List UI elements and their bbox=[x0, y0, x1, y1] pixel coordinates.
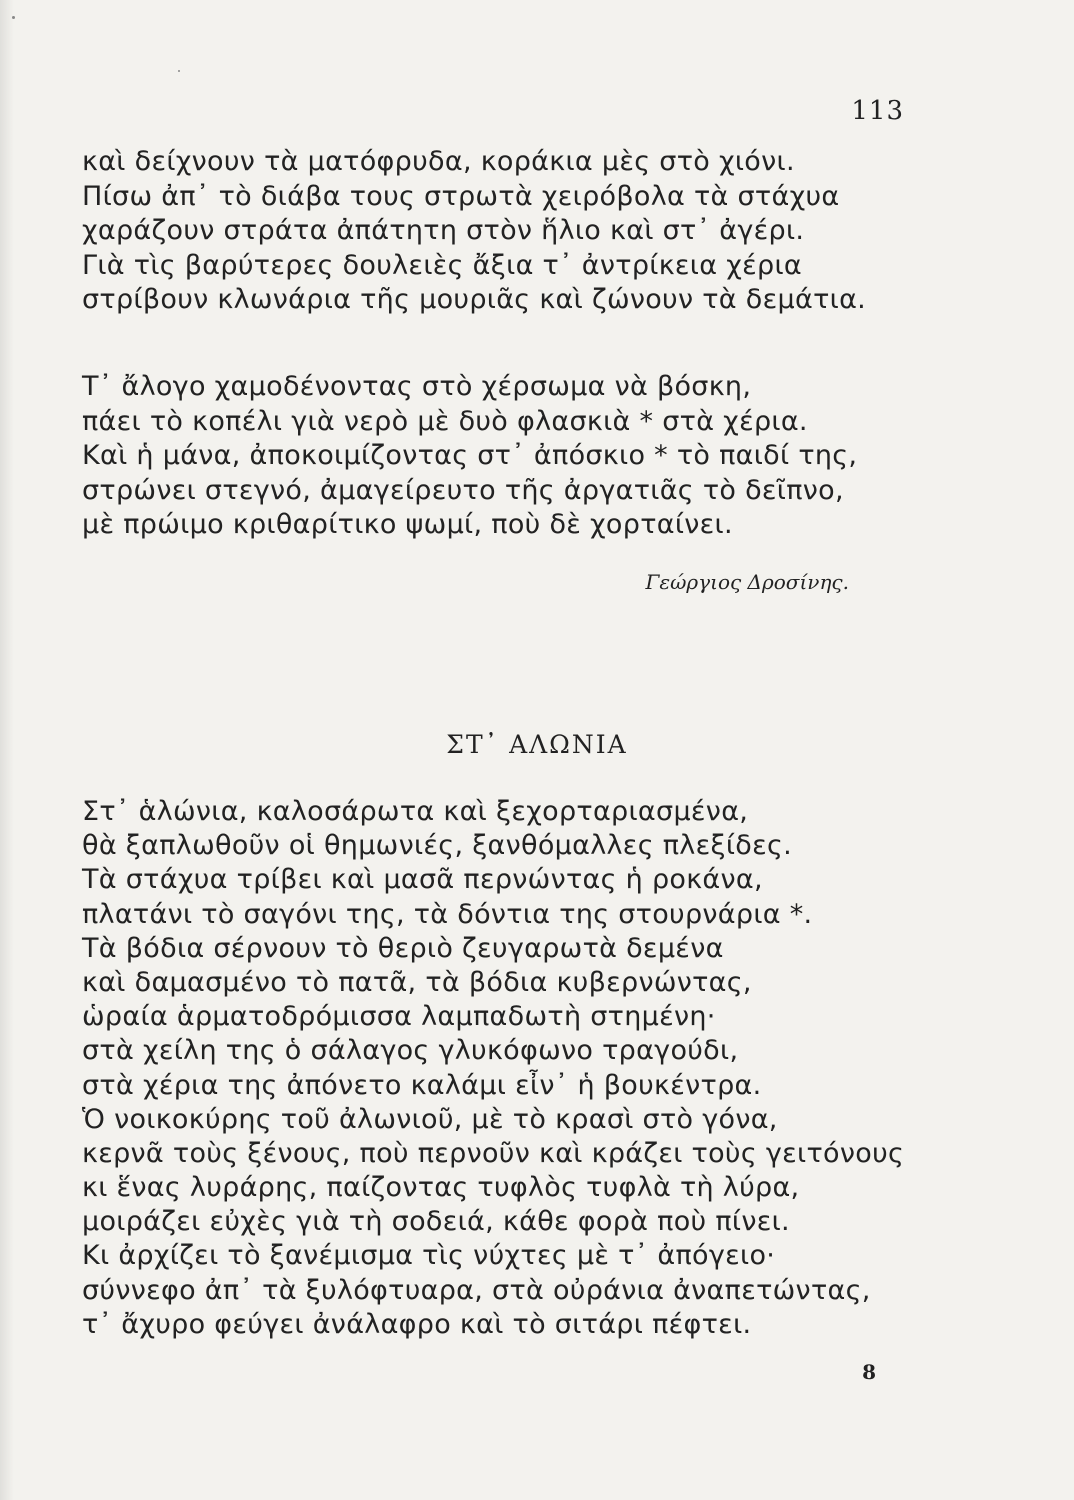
verse-line: τ᾽ ἄχυρο φεύγει ἀνάλαφρο καὶ τὸ σιτάρι πέφτει. bbox=[82, 1308, 752, 1340]
verse-line: Καὶ ἡ μάνα, ἀποκοιμίζοντας στ᾽ ἀπόσκιο * τὸ παιδί της, bbox=[82, 440, 858, 471]
verse-line: Στ᾽ ἁλώνια, καλοσάρωτα καὶ ξεχορταριασμένα, bbox=[82, 796, 749, 827]
verse-line: στὰ χείλη της ὁ σάλαγος γλυκόφωνο τραγούδι, bbox=[82, 1035, 739, 1067]
poem-title: ΣΤ᾽ ΑΛΩΝΙΑ bbox=[446, 730, 628, 759]
stanza-2 bbox=[82, 370, 857, 543]
verse-line: θὰ ξαπλωθοῦν οἱ θημωνιές, ξανθόμαλλες πλεξίδες. bbox=[82, 830, 792, 862]
verse-line: Τ᾽ ἄλογο χαμοδένοντας στὸ χέρσωμα νὰ βόσκη, bbox=[82, 371, 752, 402]
verse-line: Πίσω ἀπ᾽ τὸ διάβα τους στρωτὰ χειρόβολα τὰ στάχυα bbox=[82, 180, 840, 212]
paper-speck bbox=[12, 16, 15, 19]
verse-line: Τὰ στάχυα τρίβει καὶ μασᾶ περνώντας ἡ ροκάνα, bbox=[82, 864, 763, 896]
verse-line: στρίβουν κλωνάρια τῆς μουριᾶς καὶ ζώνουν τὰ δεμάτια. bbox=[82, 284, 867, 315]
page-number: 113 bbox=[851, 96, 904, 126]
verse-line: Ὁ νοικοκύρης τοῦ ἀλωνιοῦ, μὲ τὸ κρασὶ στὸ γόνα, bbox=[82, 1103, 778, 1135]
verse-line: καὶ δαμασμένο τὸ πατᾶ, τὰ βόδια κυβερνώντας, bbox=[82, 966, 752, 998]
paper-speck bbox=[178, 70, 180, 72]
printer-signature-mark: 8 bbox=[862, 1360, 876, 1384]
verse-line: Κι ἀρχίζει τὸ ξανέμισμα τὶς νύχτες μὲ τ᾽ ἀπόγειο· bbox=[82, 1240, 776, 1272]
author-signature: Γεώργιος Δροσίνης. bbox=[645, 570, 849, 594]
verse-line: κερνᾶ τοὺς ξένους, ποὺ περνοῦν καὶ κράζει τοὺς γειτόνους bbox=[82, 1137, 905, 1169]
verse-line: Γιὰ τὶς βαρύτερες δουλειὲς ἄξια τ᾽ ἀντρίκεια χέρια bbox=[82, 249, 802, 281]
verse-line: Τὰ βόδια σέρνουν τὸ θεριὸ ζευγαρωτὰ δεμένα bbox=[82, 932, 724, 964]
verse-line: σύννεφο ἀπ᾽ τὰ ξυλόφτυαρα, στὰ οὐράνια ἀναπετώντας, bbox=[82, 1274, 871, 1306]
verse-line: κι ἕνας λυράρης, παίζοντας τυφλὸς τυφλὰ τὴ λύρα, bbox=[82, 1172, 800, 1204]
stanza-1 bbox=[82, 145, 866, 318]
verse-line: καὶ δείχνουν τὰ ματόφρυδα, κοράκια μὲς στὸ χιόνι. bbox=[82, 146, 795, 177]
verse-line: πάει τὸ κοπέλι γιὰ νερὸ μὲ δυὸ φλασκιὰ * στὰ χέρια. bbox=[82, 405, 808, 437]
verse-line: πλατάνι τὸ σαγόνι της, τὰ δόντια της στουρνάρια *. bbox=[82, 898, 813, 930]
stanza-3 bbox=[82, 795, 904, 1342]
verse-line: μοιράζει εὐχὲς γιὰ τὴ σοδειά, κάθε φορὰ ποὺ πίνει. bbox=[82, 1206, 790, 1238]
verse-line: στρώνει στεγνό, ἀμαγείρευτο τῆς ἀργατιᾶς τὸ δεῖπνο, bbox=[82, 474, 844, 506]
verse-line: μὲ πρώιμο κριθαρίτικο ψωμί, ποὺ δὲ χορταίνει. bbox=[82, 509, 733, 540]
verse-line: ὡραία ἁρματοδρόμισσα λαμπαδωτὴ στημένη· bbox=[82, 1001, 716, 1033]
verse-line: στὰ χέρια της ἀπόνετο καλάμι εἶν᾽ ἡ βουκέντρα. bbox=[82, 1069, 762, 1101]
verse-line: χαράζουν στράτα ἀπάτητη στὸν ἥλιο καὶ στ᾽ ἀγέρι. bbox=[82, 215, 805, 246]
